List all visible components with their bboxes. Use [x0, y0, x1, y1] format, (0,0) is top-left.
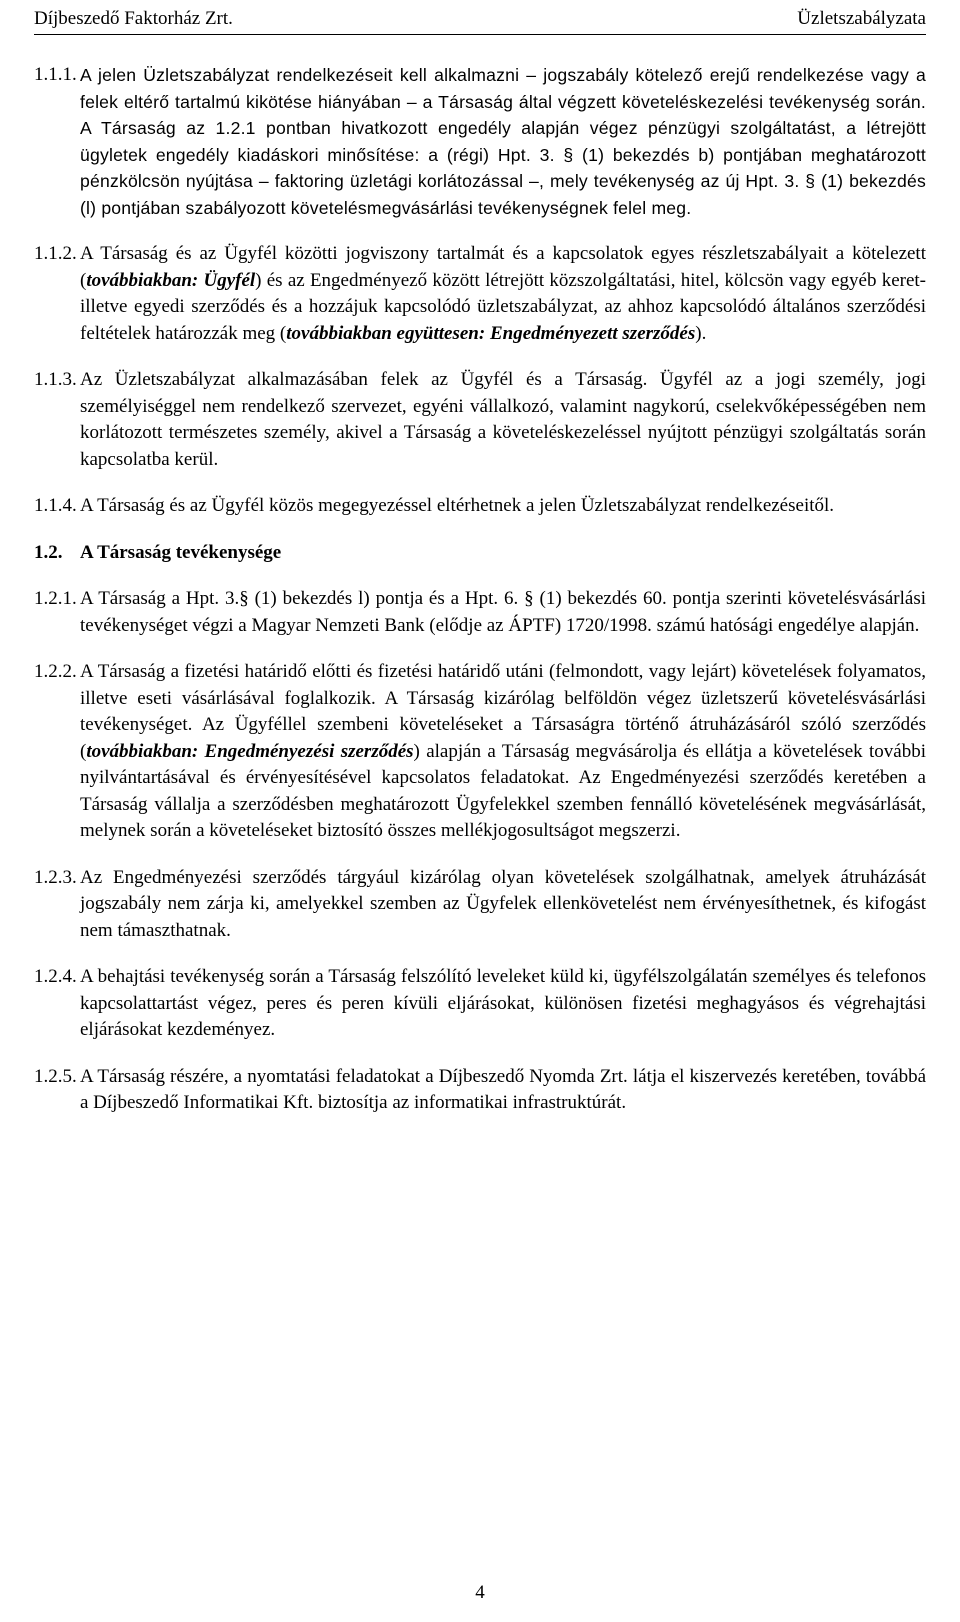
- section-number: 1.1.3.: [34, 369, 77, 390]
- section-number: 1.2.: [34, 541, 63, 563]
- section-1-2-4: [34, 964, 926, 1044]
- section-text: [80, 367, 926, 473]
- header-company-name: Díjbeszedő Faktorház Zrt.: [34, 8, 233, 29]
- section-1-2-5: [34, 1064, 926, 1117]
- section-number: 1.1.1.: [34, 64, 77, 85]
- section-1-1-4: [34, 493, 926, 520]
- section-text: [80, 1064, 926, 1117]
- section-number: 1.2.5.: [34, 1065, 77, 1087]
- defined-term: továbbiakban: Ügyfél: [86, 269, 256, 291]
- text-run: A Társaság a fizetési határidő előtti és fizetési határidő utáni (felmondott, vagy lejárt) követelések folyamatos, illetve eseti vásárlásával foglalkozik. A Társaság kizárólag belföldön végez üzletszerű követelésvásárlási tevékenységet. Az Ügyféllel szembeni követeléseket a Társaságra történő átruházásáról szóló szerződés (: [80, 661, 926, 762]
- section-number: 1.2.3.: [34, 866, 77, 888]
- section-number: 1.1.4.: [34, 495, 77, 516]
- text-run: A jelen Üzletszabályzat rendelkezéseit kell alkalmazni – jogszabály kötelező erejű rendelkezése vagy a felek eltérő tartalmú kikötése hiányában – a Társaság által végzett követeléskezelési tevékenység során. A Társaság az 1.2.1 pontban hivatkozott engedély alapján végez pénzügyi szolgáltatást, a létrejött ügyletek engedély kiadáskori minősítése: a (régi) Hpt. 3. § (1) bekezdés b) pontjában meghatározott pénzkölcsön nyújtása – faktoring üzletági korlátozással –, mely tevékenység az új Hpt. 3. § (1) bekezdés (l) pontjában szabályozott követelésmegvásárlási tevékenységnek felel meg.: [80, 65, 926, 218]
- heading-text: A Társaság tevékenysége: [80, 541, 282, 563]
- page-number: 4: [475, 1582, 485, 1603]
- section-text: [80, 586, 926, 639]
- section-1-2-3: [34, 865, 926, 945]
- section-text: [80, 493, 926, 520]
- section-text: [80, 964, 926, 1044]
- text-run: ) és az Engedményező között létrejött közszolgáltatási, hitel, kölcsön vagy egyéb keret- illetve egyedi szerződés és a hozzájuk kapcsolódó üzletszabályzat, az ahhoz kapcsolódó általános szerződési feltételek határozzák meg (: [80, 269, 927, 344]
- text-run: ).: [695, 322, 707, 344]
- section-heading-1-2: [34, 540, 926, 567]
- section-1-2-2: [34, 659, 926, 845]
- section-number: 1.2.2.: [34, 661, 77, 682]
- text-run: A Társaság és az Ügyfél közötti jogviszony tartalmát és a kapcsolatok egyes részletszabályait a kötelezett (: [80, 243, 926, 291]
- section-number: 1.1.2.: [34, 243, 77, 264]
- text-run: A Társaság a Hpt. 3.§ (1) bekezdés l) pontja és a Hpt. 6. § (1) bekezdés 60. pontja szerinti követelésvásárlási tevékenységet végzi a Magyar Nemzeti Bank (elődje az ÁPTF) 1720/1998. számú hatósági engedélye alapján.: [80, 588, 926, 636]
- text-run: ) alapján a Társaság megvásárolja és ellátja a követelések további nyilvántartásával és érvényesítésével kapcsolatos feladatokat. Az Engedményezési szerződés keretében a Társaság vállalja a szerződésben meghatározott Ügyfelekkel szemben fennálló követelésének megvásárlását, melynek során a követeléseket biztosító összes mellékjogosultságot megszerzi.: [80, 740, 926, 841]
- header-document-title: Üzletszabályzata: [797, 8, 926, 29]
- section-1-2-1: [34, 586, 926, 639]
- section-1-1-1: [34, 62, 926, 221]
- page-header: [34, 6, 926, 35]
- section-1-1-2: [34, 241, 926, 347]
- section-number: 1.2.4.: [34, 966, 77, 987]
- text-run: Az Engedményezési szerződés tárgyául kizárólag olyan követelések szolgálhatnak, amelyek átruházását jogszabály nem zárja ki, amelyekkel szemben az Ügyfelek ellenkövetelést nem érvényesíthetnek, és kifogást nem támaszthatnak.: [80, 866, 926, 941]
- text-run: Az Üzletszabályzat alkalmazásában felek az Ügyfél és a Társaság. Ügyfél az a jogi személy, jogi személyiséggel nem rendelkező szervezet, egyéni vállalkozó, valamint nagykorú, cselekvőképességében nem korlátozott természetes személy, akivel a Társaság a követeléskezeléssel nyújtott pénzügyi szolgáltatás során kapcsolatba kerül.: [80, 369, 926, 470]
- text-run: A behajtási tevékenység során a Társaság felszólító leveleket küld ki, ügyfélszolgálatán személyes és telefonos kapcsolattartást végez, peres és peren kívüli eljárásokat, különösen fizetési meghagyásos és végrehajtási eljárásokat kezdeményez.: [80, 966, 926, 1040]
- section-1-1-3: [34, 367, 926, 473]
- section-text: [80, 241, 926, 347]
- text-run: A Társaság és az Ügyfél közös megegyezéssel eltérhetnek a jelen Üzletszabályzat rendelkezéseitől.: [80, 495, 835, 516]
- section-heading-text: [80, 540, 926, 567]
- section-text: [80, 659, 926, 845]
- defined-term: továbbiakban: Engedményezési szerződés: [86, 740, 414, 762]
- section-text: [80, 865, 926, 945]
- document-body: [34, 62, 926, 1137]
- text-run: A Társaság részére, a nyomtatási feladatokat a Díjbeszedő Nyomda Zrt. látja el kiszervezés keretében, továbbá a Díjbeszedő Informatikai Kft. biztosítja az informatikai infrastruktúrát.: [80, 1065, 926, 1113]
- defined-term: továbbiakban együttesen: Engedményezett szerződés: [286, 322, 696, 344]
- section-number: 1.2.1.: [34, 588, 77, 609]
- section-text: [80, 62, 926, 221]
